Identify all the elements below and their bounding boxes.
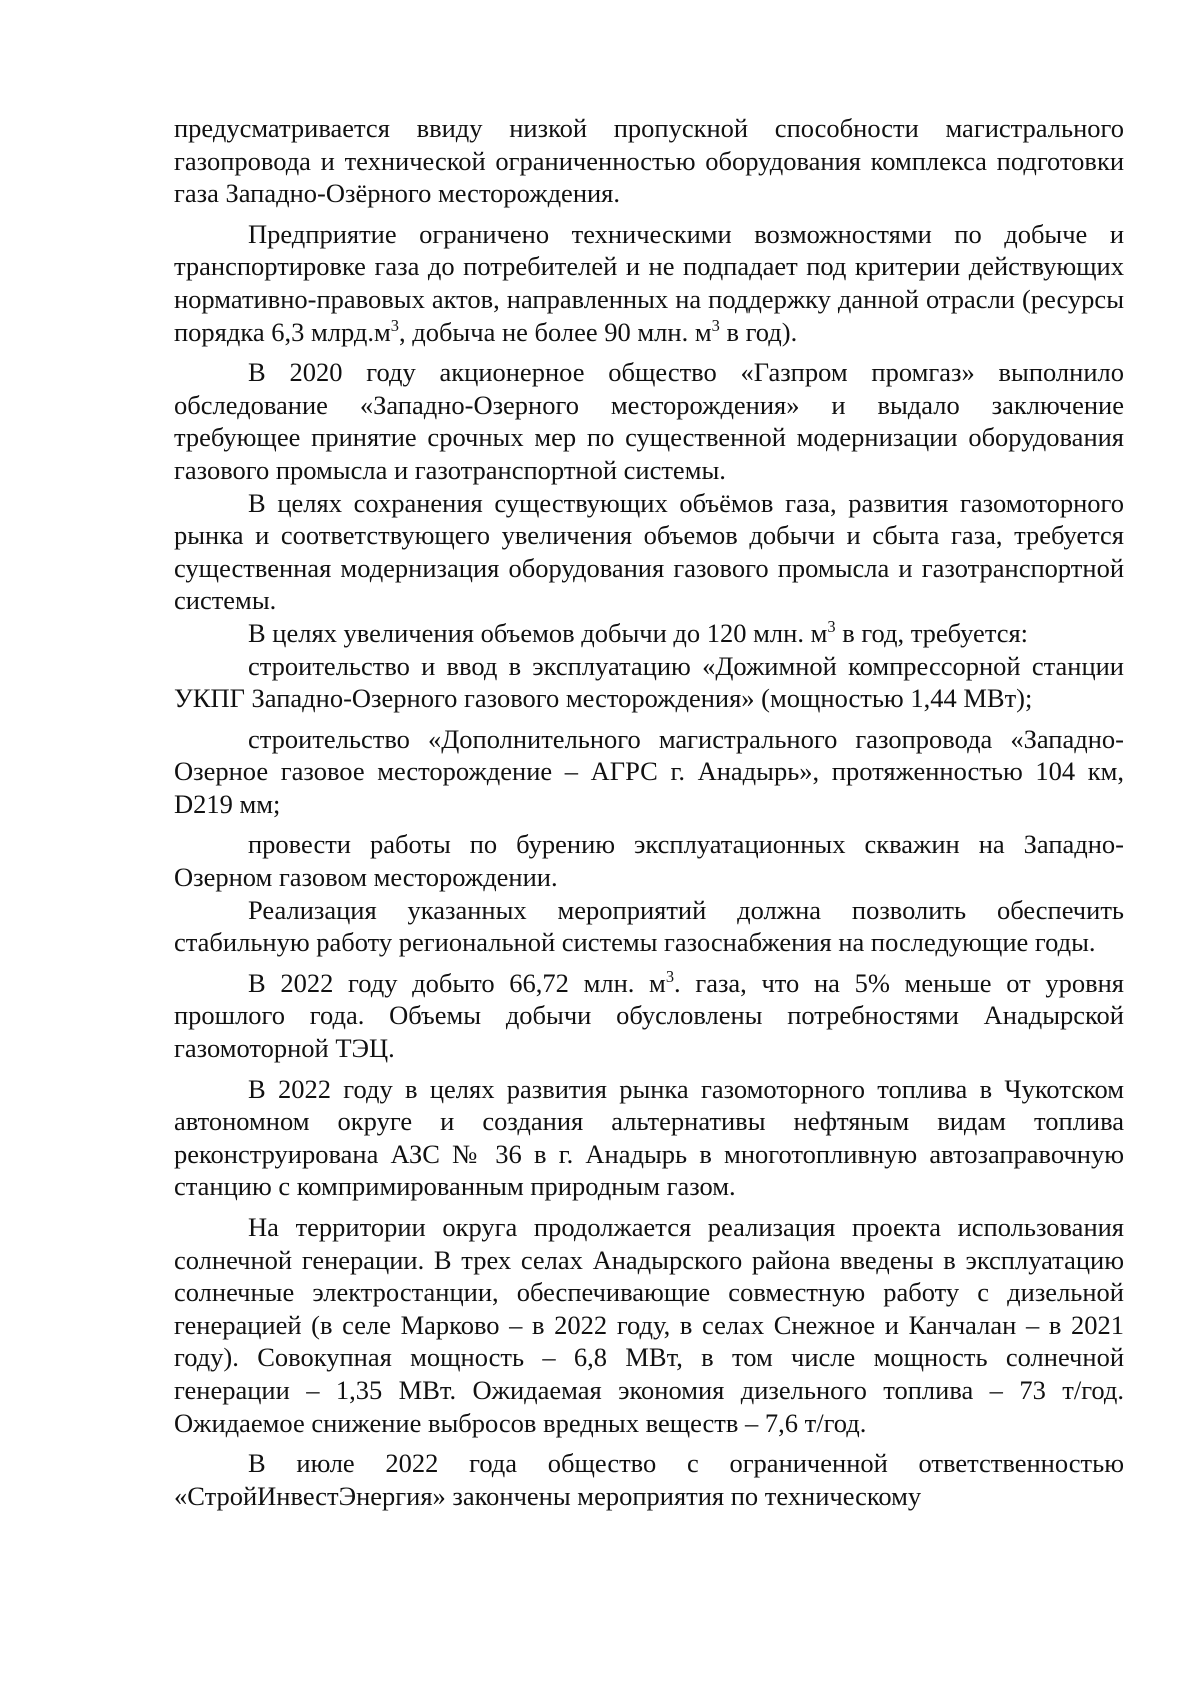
paragraph-p06: [174, 650, 1124, 715]
paragraph-p12: [174, 1211, 1124, 1439]
text-segment: , добыча не более 90 млн. м: [398, 316, 712, 347]
superscript: 3: [827, 616, 836, 636]
paragraph-p07: [174, 723, 1124, 821]
paragraph-p02: [174, 218, 1124, 348]
paragraph-p08: [174, 828, 1124, 893]
paragraph-p11: [174, 1073, 1124, 1203]
text-segment: в год, требуется:: [835, 617, 1029, 648]
text-segment: провести работы по бурению эксплуатационных скважин на Западно-Озерном газовом месторождении.: [174, 829, 1124, 893]
paragraph-p01: [174, 112, 1124, 210]
paragraph-p05: [174, 617, 1124, 650]
text-segment: строительство «Дополнительного магистрального газопровода «Западно-Озерное газовое месторождение – АГРС г. Анадырь», протяженностью 104 км, D219 мм;: [174, 723, 1124, 819]
text-segment: В июле 2022 года общество с ограниченной ответственностью «СтройИнвестЭнергия» закончены мероприятия по техническому: [174, 1448, 1124, 1511]
text-segment: В 2022 году в целях развития рынка газомоторного топлива в Чукотском автономном округе и создания альтернативы нефтяным видам топлива реконструирована АЗС № 36 в г. Анадырь в многотопливную автозаправочную станцию с компримированным природным газом.: [174, 1073, 1124, 1202]
paragraph-p09: [174, 894, 1124, 959]
text-segment: В целях увеличения объемов добычи до 120 млн. м: [248, 617, 828, 648]
text-segment: . газа, что на 5% меньше от уровня прошлого года. Объемы добычи обусловлены потребностями Анадырской газомоторной ТЭЦ.: [174, 967, 1124, 1064]
text-segment: предусматривается ввиду низкой пропускной способности магистрального газопровода и технической ограниченностью оборудования комплекса подготовки газа Западно-Озёрного месторождения.: [174, 113, 1124, 209]
text-segment: строительство и ввод в эксплуатацию «Дожимной компрессорной станции УКПГ Западно-Озерного газового месторождения» (мощностью 1,44 МВт);: [174, 650, 1124, 714]
paragraph-p04: [174, 487, 1124, 617]
superscript: 3: [665, 966, 675, 986]
document-page: [174, 112, 1124, 1512]
paragraph-p10: [174, 967, 1124, 1065]
text-segment: Предприятие ограничено техническими возможностями по добыче и транспортировке газа до потребителей и не подпадает под критерии действующих нормативно-правовых актов, направленных на поддержку данной отрасли (ресурсы порядка 6,3 млрд.м: [174, 218, 1124, 347]
superscript: 3: [711, 315, 720, 335]
text-segment: в год).: [719, 316, 798, 347]
text-segment: В 2020 году акционерное общество «Газпром промгаз» выполнило обследование «Западно-Озерного месторождения» и выдало заключение требующее принятие срочных мер по существенной модернизации оборудования газового промысла и газотранспортной системы.: [174, 357, 1124, 485]
superscript: 3: [390, 315, 399, 335]
text-segment: На территории округа продолжается реализация проекта использования солнечной генерации. В трех селах Анадырского района введены в эксплуатацию солнечные электростанции, обеспечивающие совместную работу с дизельной генерацией (в селе Марково – в 2022 году, в селах Снежное и Канчалан – в 2021 году). Совокупная мощность – 6,8 МВт, в том числе мощность солнечной генерации – 1,35 МВт. Ожидаемая экономия дизельного топлива – 73 т/год. Ожидаемое снижение выбросов вредных веществ – 7,6 т/год.: [174, 1212, 1124, 1438]
paragraph-p03: [174, 356, 1124, 486]
text-segment: В целях сохранения существующих объёмов газа, развития газомоторного рынка и соответствующего увеличения объемов добычи и сбыта газа, требуется существенная модернизация оборудования газового промысла и газотранспортной системы.: [174, 487, 1124, 616]
text-segment: В 2022 году добыто 66,72 млн. м: [248, 967, 666, 998]
text-segment: Реализация указанных мероприятий должна позволить обеспечить стабильную работу региональной системы газоснабжения на последующие годы.: [174, 894, 1124, 958]
paragraph-p13: [174, 1447, 1124, 1512]
